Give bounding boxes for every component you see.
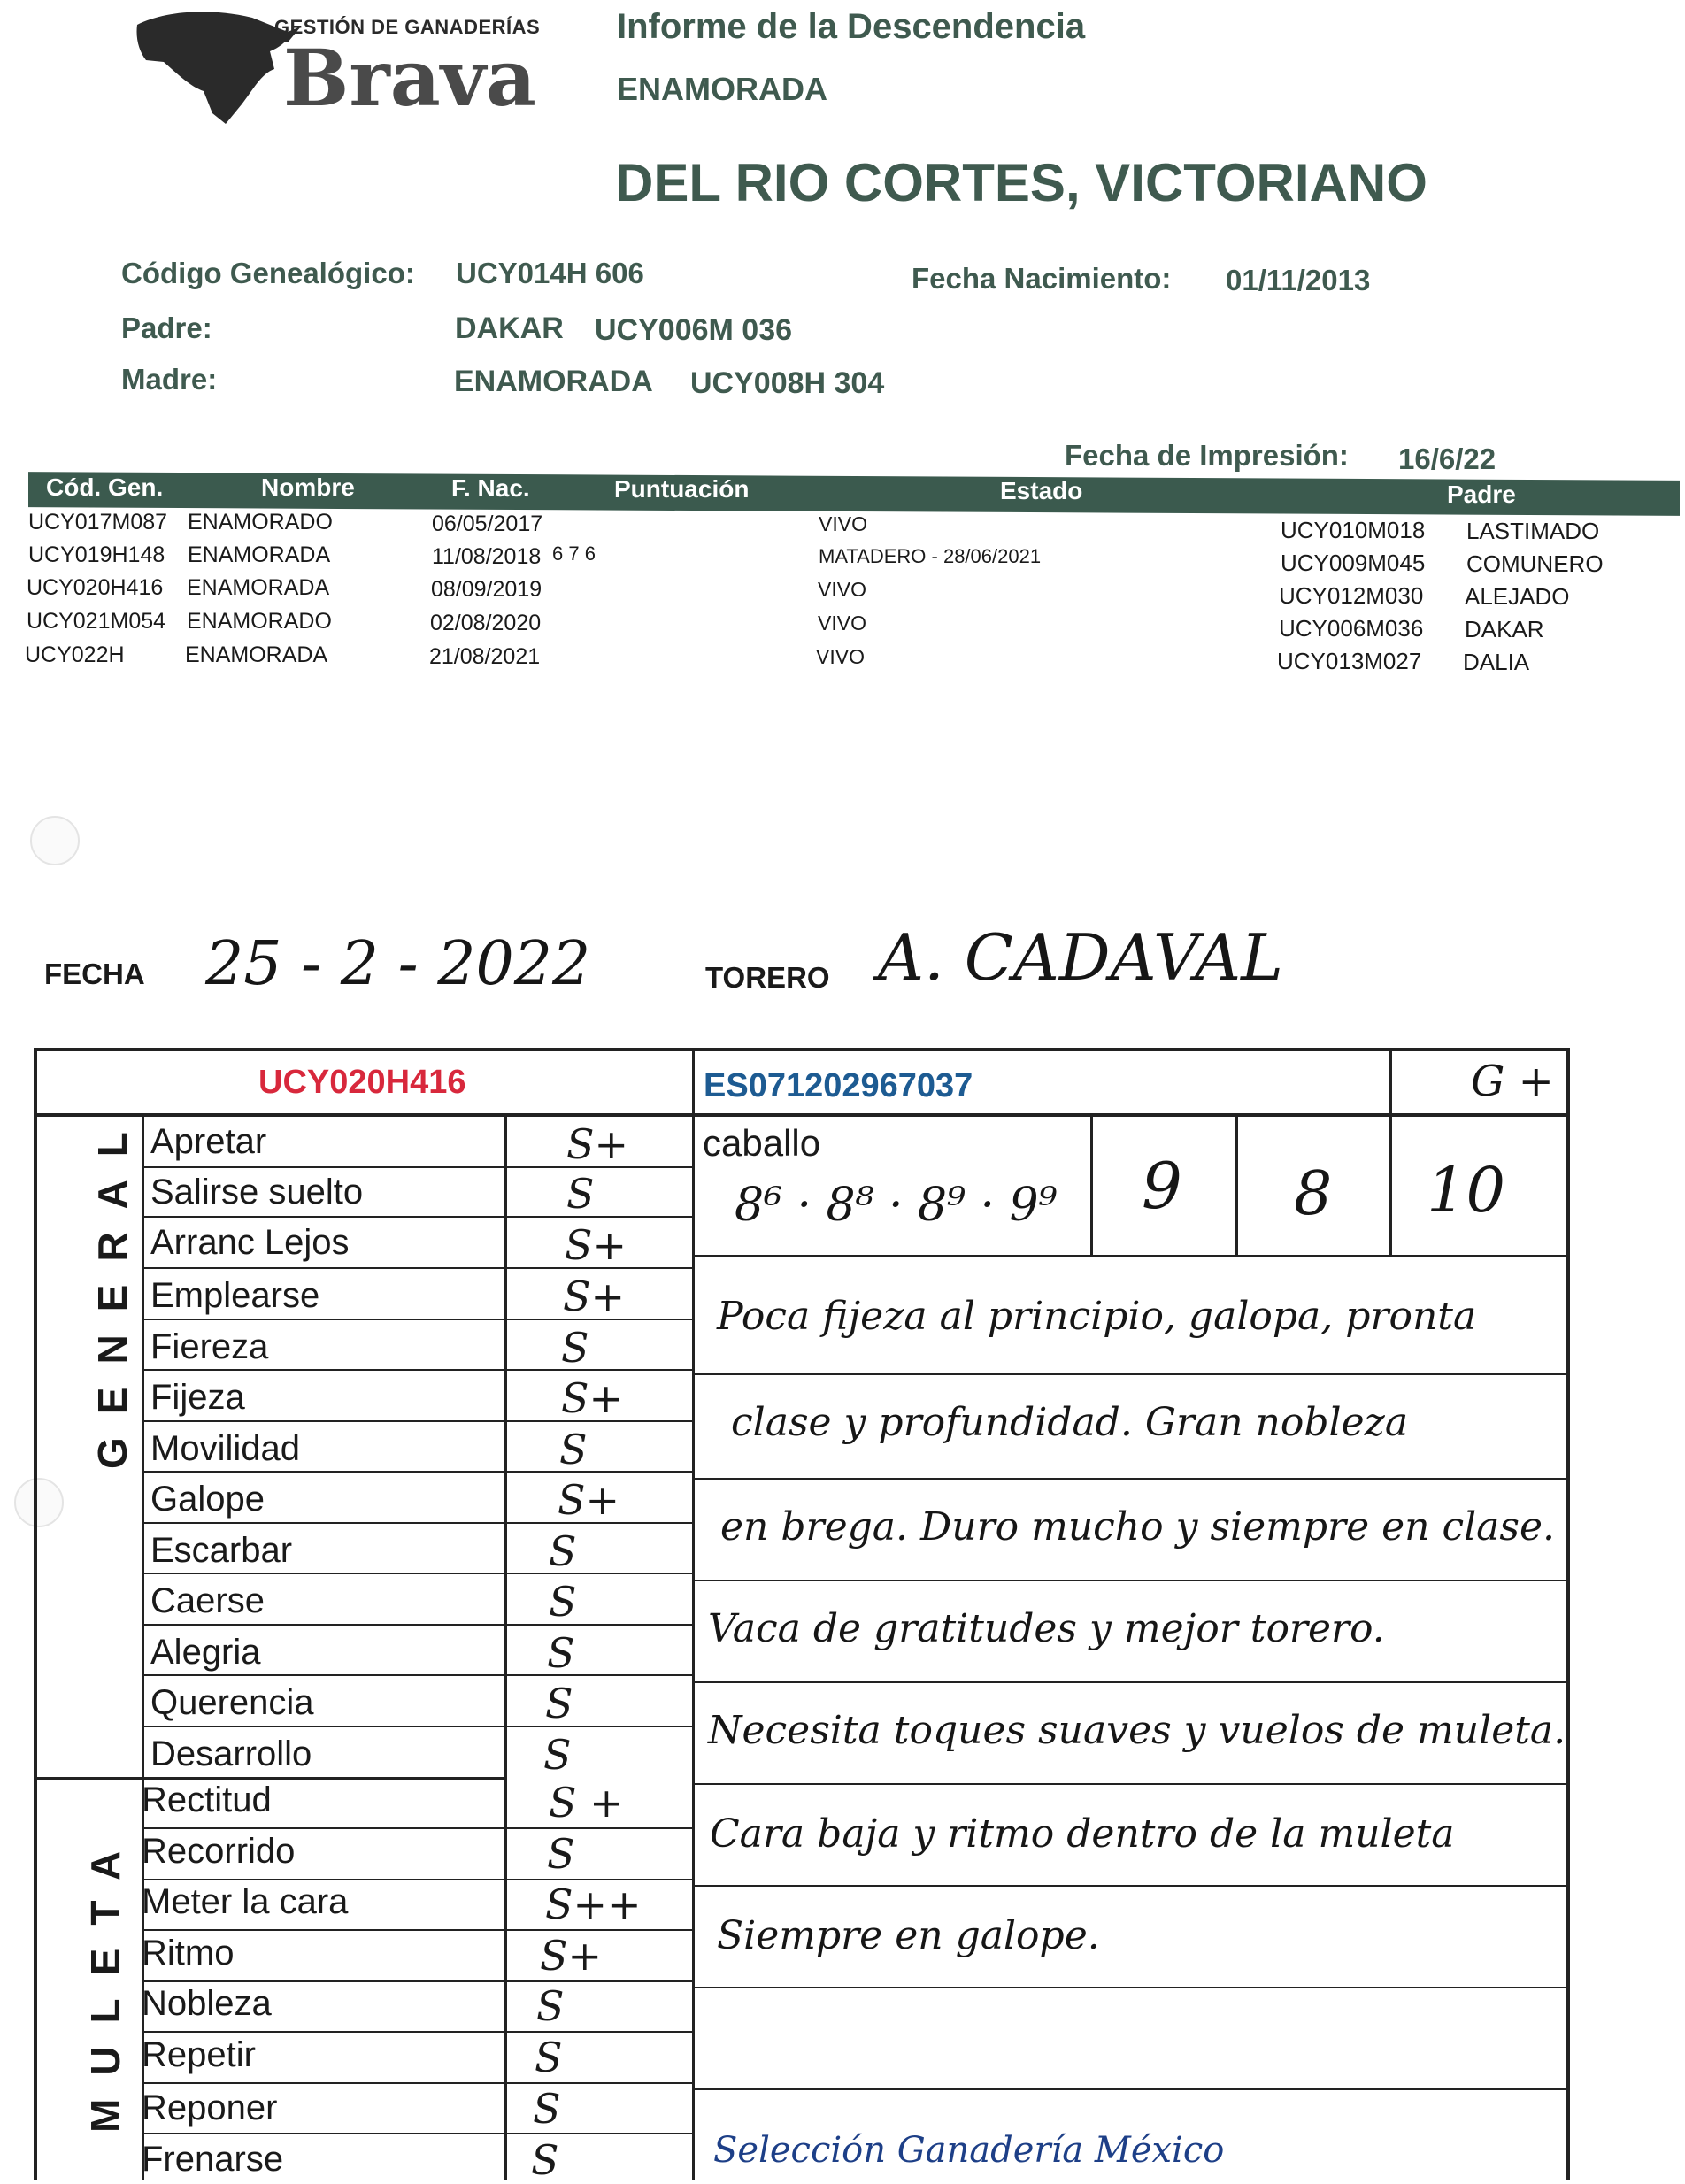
row-extra: 6 7 6	[552, 542, 596, 565]
padre-cod: UCY006M036	[1279, 615, 1424, 642]
item-value: S	[566, 1170, 595, 1218]
col-padre: Padre	[1447, 481, 1516, 508]
note-line: en brega. Duro mucho y siempre en clase.	[720, 1504, 1556, 1550]
item-value: S	[547, 1830, 575, 1878]
item-label: Frenarse	[142, 2140, 284, 2179]
row-nombre: ENAMORADA	[187, 575, 330, 600]
padre-cod: UCY010M018	[1281, 517, 1426, 543]
row-cod: UCY020H416	[27, 575, 164, 600]
item-value: S	[549, 1578, 577, 1626]
padre-code: UCY006M 036	[595, 313, 793, 347]
item-label: Apretar	[150, 1122, 267, 1161]
caballo-scores: 8⁶ · 8⁸ · 8⁹ · 9⁹	[735, 1179, 1058, 1232]
grade-value: G +	[1471, 1057, 1554, 1106]
caballo-label: caballo	[703, 1122, 821, 1164]
row-estado: VIVO	[818, 578, 866, 601]
item-value: S	[561, 1324, 589, 1372]
evaluation-sheet	[0, 1044, 1685, 2184]
padre-cod: UCY012M030	[1279, 582, 1424, 609]
row-estado: VIVO	[818, 611, 866, 634]
item-label: Desarrollo	[150, 1734, 312, 1773]
notes-area	[696, 1258, 1669, 2179]
fecha-label: FECHA	[44, 957, 145, 990]
brand-top-text: GESTIÓN DE GANADERÍAS	[274, 16, 541, 38]
item-label: Meter la cara	[142, 1882, 349, 1921]
footer-note: Selección Ganadería México	[713, 2130, 1225, 2171]
brand-logo	[128, 7, 571, 131]
section-general: GENERAL	[89, 1109, 135, 1469]
row-fnac: 08/09/2019	[431, 577, 542, 602]
codigo-value: UCY014H 606	[456, 257, 644, 289]
item-value: S	[531, 2136, 559, 2184]
row-fnac: 21/08/2021	[429, 644, 541, 669]
madre-code: UCY008H 304	[690, 366, 885, 400]
item-label: Rectitud	[142, 1780, 272, 1819]
score-1: 9	[1142, 1149, 1182, 1223]
torero-value: A. CADAVAL	[878, 920, 1283, 995]
col-cod-gen: Cód. Gen.	[46, 473, 164, 501]
row-cod: UCY022H	[25, 642, 125, 667]
item-label: Fijeza	[150, 1378, 245, 1417]
row-nombre: ENAMORADA	[188, 542, 331, 567]
item-label: Alegria	[150, 1633, 261, 1672]
fecha-nac-label: Fecha Nacimiento:	[912, 262, 1172, 295]
item-label: Salirse suelto	[150, 1173, 364, 1211]
row-nombre: ENAMORADO	[188, 510, 333, 534]
fecha-nac-value: 01/11/2013	[1226, 264, 1371, 296]
padre-label: Padre:	[121, 311, 212, 344]
col-nombre: Nombre	[261, 473, 355, 501]
impresion-label: Fecha de Impresión:	[1065, 439, 1349, 472]
row-estado: VIVO	[816, 645, 865, 668]
row-fnac: 06/05/2017	[432, 511, 543, 536]
item-label: Caerse	[150, 1581, 265, 1620]
animal-code: UCY020H416	[258, 1064, 466, 1101]
item-label: Arranc Lejos	[150, 1223, 350, 1262]
item-value: S+	[566, 1120, 629, 1168]
item-label: Repetir	[142, 2035, 256, 2074]
note-line: Necesita toques suaves y vuelos de muleta.	[708, 1708, 1566, 1753]
item-value: S	[547, 1629, 575, 1677]
row-estado: VIVO	[819, 512, 867, 535]
codigo-label: Código Genealógico:	[121, 257, 415, 289]
item-label: Movilidad	[150, 1429, 300, 1468]
padre-nom: DAKAR	[1465, 616, 1544, 642]
note-line: clase y profundidad. Gran nobleza	[731, 1400, 1409, 1445]
item-value: S	[543, 1731, 572, 1779]
item-value: S	[535, 2034, 563, 2081]
punch-hole	[30, 816, 80, 865]
note-line: Siempre en galope.	[717, 1913, 1100, 1958]
row-cod: UCY019H148	[28, 542, 165, 567]
madre-name: ENAMORADA	[454, 365, 653, 398]
torero-label: TORERO	[705, 961, 830, 994]
item-value: S+	[540, 1932, 603, 1980]
animal-name: ENAMORADA	[617, 71, 827, 107]
item-value: S+	[561, 1374, 624, 1422]
item-label: Recorrido	[142, 1832, 296, 1871]
score-3: 10	[1427, 1154, 1506, 1227]
item-label: Ritmo	[142, 1934, 235, 1973]
row-nombre: ENAMORADO	[187, 609, 332, 634]
item-value: S	[559, 1426, 588, 1473]
item-value: S +	[549, 1779, 624, 1826]
item-label: Reponer	[142, 2088, 278, 2127]
impresion-value: 16/6/22	[1398, 442, 1496, 475]
row-estado: MATADERO - 28/06/2021	[819, 545, 1042, 567]
item-value: S++	[545, 1880, 642, 1928]
item-value: S	[545, 1680, 573, 1727]
madre-label: Madre:	[121, 363, 218, 396]
item-value: S+	[558, 1476, 620, 1524]
col-puntuacion: Puntuación	[614, 475, 750, 503]
item-label: Nobleza	[142, 1984, 272, 2023]
item-label: Escarbar	[150, 1531, 293, 1570]
padre-nom: COMUNERO	[1466, 550, 1604, 577]
table-header-row	[0, 472, 1685, 511]
row-cod: UCY017M087	[28, 510, 168, 534]
padre-cod: UCY009M045	[1281, 550, 1426, 576]
brand-name: Brava	[283, 32, 536, 124]
item-label: Emplearse	[150, 1276, 320, 1315]
muleta-list	[133, 1779, 694, 2184]
score-2: 8	[1294, 1159, 1333, 1229]
owner-name: DEL RIO CORTES, VICTORIANO	[615, 153, 1427, 212]
crotal-number: ES071202967037	[704, 1067, 973, 1104]
note-line: Cara baja y ritmo dentro de la muleta	[710, 1811, 1455, 1857]
padre-column	[0, 517, 1685, 685]
row-nombre: ENAMORADA	[185, 642, 328, 667]
row-cod: UCY021M054	[27, 609, 166, 634]
padre-nom: LASTIMADO	[1466, 518, 1600, 544]
row-fnac: 11/08/2018	[432, 544, 542, 569]
padre-nom: ALEJADO	[1465, 583, 1570, 610]
note-line: Vaca de gratitudes y mejor torero.	[708, 1606, 1385, 1651]
item-value: S+	[563, 1273, 626, 1320]
general-list	[142, 1115, 694, 1779]
note-line: Poca fijeza al principio, galopa, pronta	[717, 1294, 1477, 1339]
col-estado: Estado	[1000, 477, 1083, 504]
item-label: Fiereza	[150, 1327, 269, 1366]
item-value: S+	[565, 1221, 627, 1269]
padre-name: DAKAR	[455, 311, 564, 345]
report-title: Informe de la Descendencia	[617, 7, 1086, 46]
col-fnac: F. Nac.	[451, 474, 530, 502]
padre-cod: UCY013M027	[1277, 648, 1422, 674]
item-label: Galope	[150, 1480, 265, 1519]
item-value: S	[549, 1527, 577, 1575]
padre-nom: DALIA	[1463, 649, 1530, 675]
fecha-value: 25 - 2 - 2022	[205, 929, 591, 999]
item-label: Querencia	[150, 1683, 314, 1722]
section-muleta: MULETA	[82, 1827, 128, 2133]
item-value: S	[536, 1982, 565, 2030]
row-fnac: 02/08/2020	[430, 611, 542, 635]
item-value: S	[533, 2085, 561, 2133]
